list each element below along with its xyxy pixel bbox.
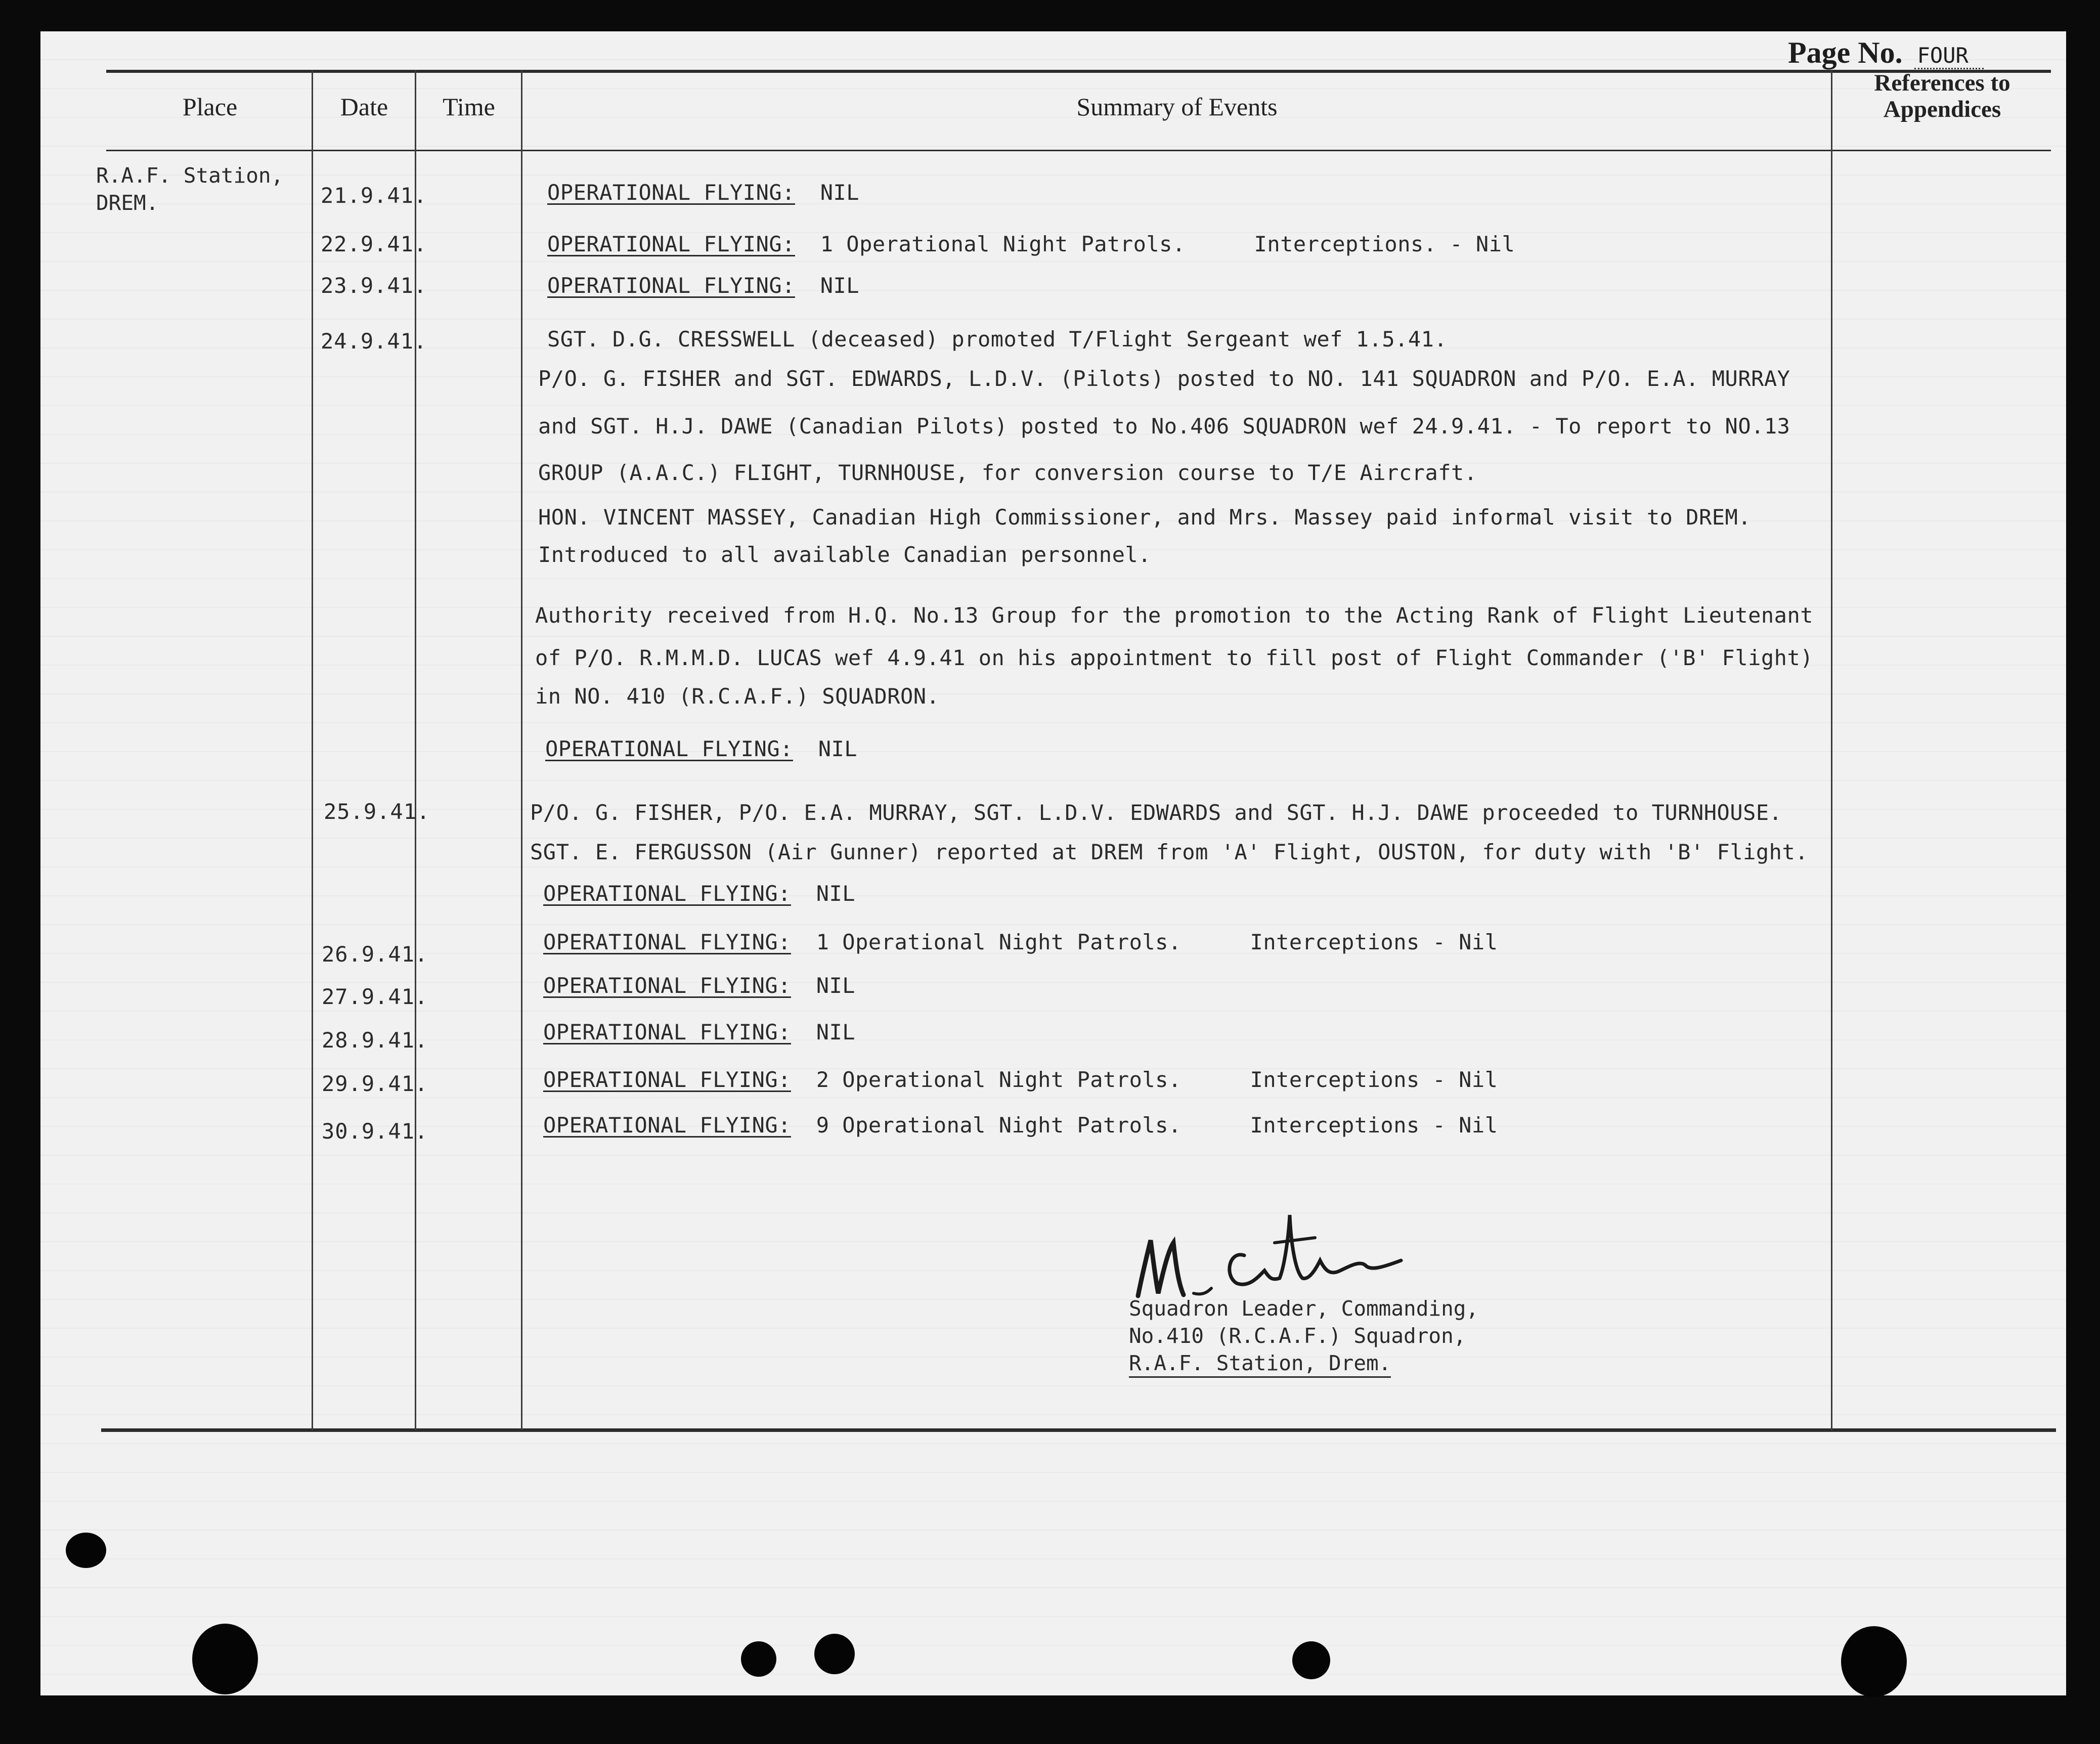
header-references: References to Appendices <box>1874 70 2010 122</box>
entry-operational-flying <box>543 1113 1498 1138</box>
entry-result: Interceptions - Nil <box>1250 930 1498 954</box>
entry-label: OPERATIONAL FLYING: <box>543 1113 791 1138</box>
entry-text: NIL <box>818 736 858 761</box>
page-number-label: Page No. <box>1788 36 1903 69</box>
date-cell: 28.9.41. <box>322 1028 428 1053</box>
date-cell: 29.9.41. <box>322 1071 428 1096</box>
col-divider-summary <box>521 70 522 1430</box>
punch-hole <box>741 1641 776 1677</box>
entry-text: 9 Operational Night Patrols. <box>816 1113 1182 1138</box>
date-cell: 25.9.41. <box>324 799 430 824</box>
page-number <box>1788 35 1984 70</box>
entry-text-line: P/O. G. FISHER, P/O. E.A. MURRAY, SGT. L.D.V. EDWARDS and SGT. H.J. DAWE proceeded to TURNHOUSE. <box>530 800 1782 825</box>
entry-result: Interceptions - Nil <box>1250 1067 1498 1092</box>
form-sheet <box>40 31 2066 1695</box>
entry-text: 2 Operational Night Patrols. <box>816 1067 1182 1092</box>
entry-text: NIL <box>816 1020 856 1044</box>
entry-label: OPERATIONAL FLYING: <box>547 232 795 256</box>
entry-text-line: SGT. D.G. CRESSWELL (deceased) promoted T/Flight Sergeant wef 1.5.41. <box>547 327 1448 352</box>
bottom-rule <box>101 1428 2056 1432</box>
date-cell: 27.9.41. <box>322 984 428 1009</box>
entry-label: OPERATIONAL FLYING: <box>543 973 791 998</box>
entry-text: NIL <box>820 273 860 298</box>
header-time: Time <box>443 93 495 121</box>
entry-label: OPERATIONAL FLYING: <box>543 881 791 906</box>
header-date: Date <box>340 93 388 121</box>
entry-operational-flying <box>547 232 1515 256</box>
punch-hole <box>192 1624 258 1694</box>
entry-operational-flying <box>543 930 1498 954</box>
entry-label: OPERATIONAL FLYING: <box>543 1067 791 1092</box>
entry-label: OPERATIONAL FLYING: <box>547 273 795 298</box>
signoff-block <box>1129 1295 1478 1377</box>
punch-hole <box>1292 1641 1330 1679</box>
entry-text-line: SGT. E. FERGUSSON (Air Gunner) reported at DREM from 'A' Flight, OUSTON, for duty with 'B' Flight. <box>530 840 1809 864</box>
header-place: Place <box>182 93 238 121</box>
entry-result: Interceptions. - Nil <box>1254 232 1515 256</box>
entry-label: OPERATIONAL FLYING: <box>543 1020 791 1044</box>
col-divider-references <box>1831 70 1832 1430</box>
entry-text-line: P/O. G. FISHER and SGT. EDWARDS, L.D.V. (Pilots) posted to NO. 141 SQUADRON and P/O. E.A. MURRAY <box>538 366 1790 391</box>
date-cell: 24.9.41. <box>321 329 427 354</box>
entry-text: 1 Operational Night Patrols. <box>816 930 1182 954</box>
entry-text-line: Authority received from H.Q. No.13 Group for the promotion to the Acting Rank of Flight Lieutenant <box>535 603 1814 628</box>
signoff-station: R.A.F. Station, Drem. <box>1129 1351 1391 1378</box>
punch-hole <box>66 1533 106 1568</box>
date-cell: 30.9.41. <box>322 1119 428 1144</box>
signoff-rank: Squadron Leader, Commanding, <box>1129 1296 1479 1321</box>
top-rule <box>106 70 2051 73</box>
entry-text-line: HON. VINCENT MASSEY, Canadian High Commissioner, and Mrs. Massey paid informal visit to DREM. <box>538 505 1752 530</box>
entry-operational-flying <box>545 736 857 761</box>
entry-operational-flying <box>543 1067 1498 1092</box>
date-cell: 22.9.41. <box>321 232 427 256</box>
entry-label: OPERATIONAL FLYING: <box>545 736 793 761</box>
handwritten-signature <box>1128 1195 1411 1311</box>
entry-operational-flying <box>543 1020 855 1044</box>
col-divider-date <box>312 70 313 1430</box>
entry-operational-flying <box>543 881 855 906</box>
entry-operational-flying <box>543 973 855 998</box>
entry-text: NIL <box>820 180 860 205</box>
date-cell: 21.9.41. <box>321 183 427 208</box>
entry-label: OPERATIONAL FLYING: <box>543 930 791 954</box>
entry-text: NIL <box>816 881 856 906</box>
entry-text-line: GROUP (A.A.C.) FLIGHT, TURNHOUSE, for conversion course to T/E Aircraft. <box>538 460 1477 485</box>
entry-text-line: of P/O. R.M.M.D. LUCAS wef 4.9.41 on his appointment to fill post of Flight Commander ('B' Flight) <box>535 645 1814 670</box>
entry-text-line: in NO. 410 (R.C.A.F.) SQUADRON. <box>535 684 940 709</box>
entry-text: 1 Operational Night Patrols. <box>820 232 1186 256</box>
entry-label: OPERATIONAL FLYING: <box>547 180 795 205</box>
header-rule <box>106 150 2051 151</box>
signoff-unit: No.410 (R.C.A.F.) Squadron, <box>1129 1324 1466 1348</box>
date-cell: 26.9.41. <box>322 942 428 967</box>
page-number-value: FOUR <box>1914 43 1984 69</box>
entry-operational-flying <box>547 180 859 205</box>
punch-hole <box>814 1634 855 1674</box>
entry-operational-flying <box>547 273 859 298</box>
entry-text-line: and SGT. H.J. DAWE (Canadian Pilots) posted to No.406 SQUADRON wef 24.9.41. - To report to NO.13 <box>538 414 1790 439</box>
entry-text: NIL <box>816 973 856 998</box>
place-cell: R.A.F. Station, DREM. <box>96 163 284 215</box>
entry-result: Interceptions - Nil <box>1250 1113 1498 1138</box>
header-summary: Summary of Events <box>1076 93 1278 121</box>
entry-text-line: Introduced to all available Canadian personnel. <box>538 542 1151 567</box>
punch-hole <box>1841 1626 1907 1697</box>
date-cell: 23.9.41. <box>321 273 427 298</box>
